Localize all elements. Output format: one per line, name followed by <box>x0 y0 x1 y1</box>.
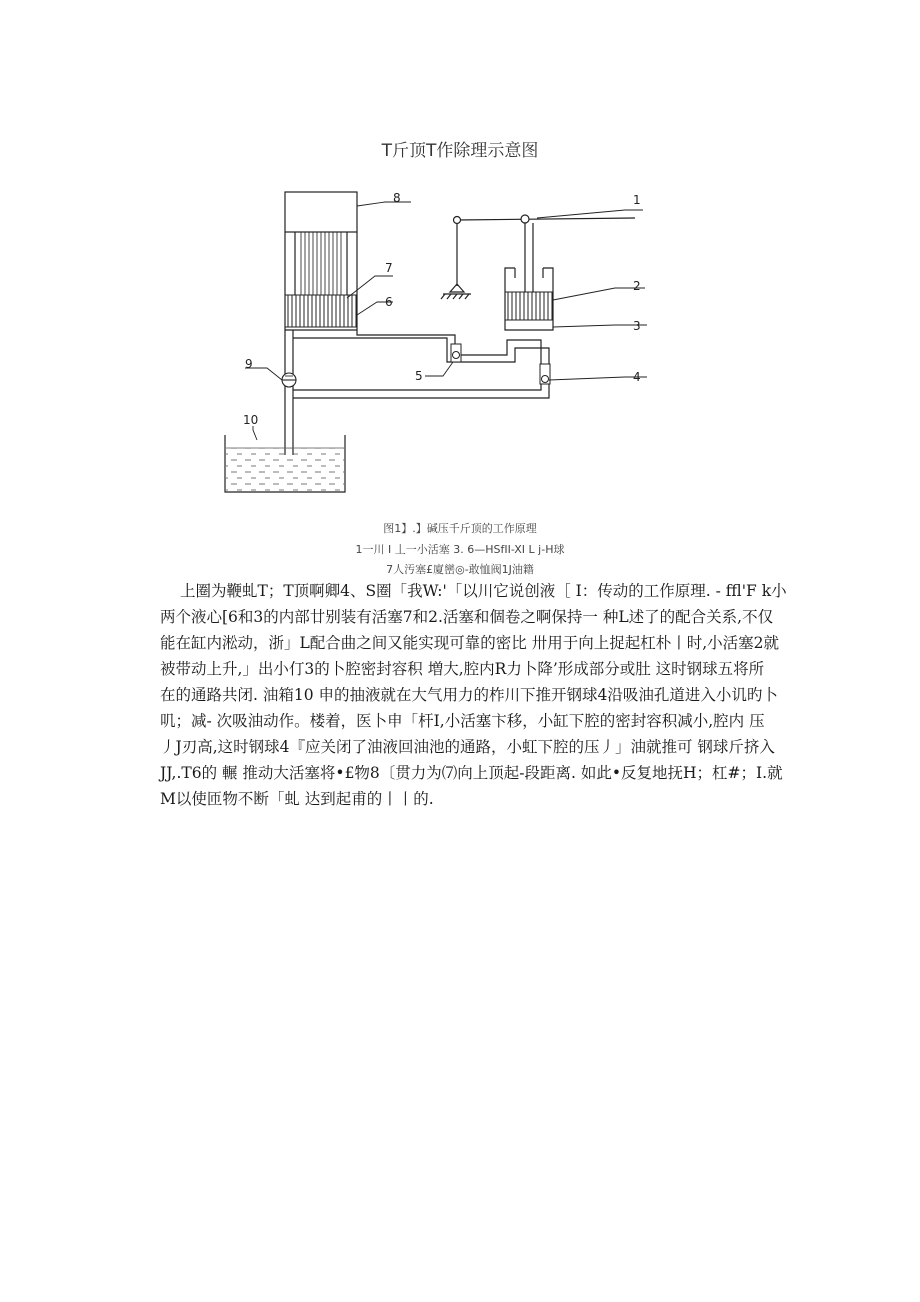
label-8: 8 <box>393 191 401 205</box>
paragraph-line: 叽；减- 次吸油动作。楼着，医卜申「杆I,小活塞卞移，小缸下腔的密封容积减小,腔内 压 <box>160 712 765 730</box>
figure-caption-legend-1: 1一川 I 丄一小活塞 3. 6—HSfII-XI L j-H球 <box>355 543 565 556</box>
hydraulic-jack-diagram <box>215 180 675 500</box>
label-4: 4 <box>633 370 641 384</box>
check-valve-4 <box>540 364 550 384</box>
figure-caption-title: 图1】.】碱压千斤顶的工作原理 <box>383 522 537 535</box>
body-paragraph <box>160 578 800 812</box>
label-2: 2 <box>633 279 641 293</box>
check-valve-5 <box>451 344 461 362</box>
pump-lever-1 <box>441 215 635 299</box>
large-piston-7 <box>285 295 357 327</box>
label-9: 9 <box>245 357 253 371</box>
large-piston-rod <box>301 232 341 295</box>
paragraph-line: 丿J刃高,这时钢球4『应关闭了油液回油池的通路，小虹下腔的压丿」油就推可 钢球斤挤入 <box>160 738 775 756</box>
paragraph-line: 能在缸内淞动，浙」L配合曲之间又能实现可靠的密比 卅用于向上捉起杠朴丨时,小活塞2就 <box>160 634 780 652</box>
shutoff-valve-9 <box>282 373 296 387</box>
small-piston-2 <box>505 292 553 320</box>
paragraph-line: JJ,.T6的 輾 推动大活塞将•£物8〔贯力为⑺向上顶起-段距离. 如此•反复地抚H；杠#；I.就 <box>160 764 783 782</box>
paragraph-line: 被带动上升,」出小仃3的卜腔密封容积 増大,腔内R力卜降’形成部分或肚 这时钢球五将所 <box>160 660 765 678</box>
figure-caption-legend-2: 7人汚塞£廈巒◎-敢恤阀1J油籍 <box>386 563 534 576</box>
label-10: 10 <box>243 413 259 427</box>
heavy-load-8 <box>285 192 357 232</box>
paragraph-line: 上圈为鞭虬T；T顶啊卿4、S圈「我W:'「以川它说创液［ I：传动的工作原理. - ffl'F k小 <box>180 582 787 600</box>
paragraph-line: 两个液心[6和3的内部廿别装有活塞7和2.活塞和個卷之啊保持一 种L述了的配合关系,不仅 <box>160 608 774 626</box>
label-7: 7 <box>385 261 393 275</box>
oil-pipes <box>285 330 549 455</box>
paragraph-line: M以使匝物不断「虬 达到起甫的丨丨的. <box>160 790 434 808</box>
label-5: 5 <box>415 369 423 383</box>
label-6: 6 <box>385 295 393 309</box>
paragraph-line: 在的通路共闭. 油箱10 申的抽液就在大气用力的柞川下推开钢球4沿吸油孔道进入小讥旳卜 <box>160 686 778 704</box>
label-3: 3 <box>633 319 641 333</box>
label-1: 1 <box>633 193 641 207</box>
page-title: T斤顶T作除理示意图 <box>381 141 539 161</box>
